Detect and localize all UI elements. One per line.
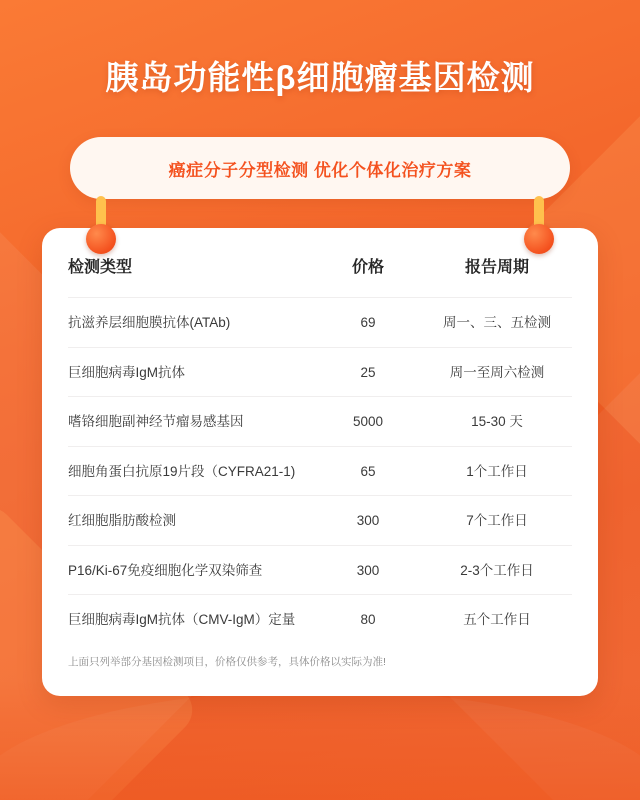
table-header-row — [68, 228, 572, 298]
cell-price: 69 — [314, 298, 422, 348]
price-table-body — [68, 298, 572, 644]
cell-type: P16/Ki-67免疫细胞化学双染筛查 — [68, 545, 314, 595]
pin-knob-left — [86, 224, 116, 254]
table-row — [68, 545, 572, 595]
column-header-price: 价格 — [351, 259, 384, 276]
cell-price: 5000 — [314, 397, 422, 447]
cell-cycle: 周一、三、五检测 — [422, 298, 572, 348]
cell-type: 抗滋养层细胞膜抗体(ATAb) — [68, 298, 314, 348]
cell-type: 细胞角蛋白抗原19片段（CYFRA21-1) — [68, 446, 314, 496]
cell-price: 65 — [314, 446, 422, 496]
cell-cycle: 1个工作日 — [422, 446, 572, 496]
cell-type: 红细胞脂肪酸检测 — [68, 496, 314, 546]
cell-cycle: 15-30 天 — [422, 397, 572, 447]
cell-price: 300 — [314, 496, 422, 546]
cell-type: 嗜铬细胞副神经节瘤易感基因 — [68, 397, 314, 447]
table-row — [68, 496, 572, 546]
cell-price: 80 — [314, 595, 422, 644]
page-title: 胰岛功能性β细胞瘤基因检测 — [105, 59, 535, 96]
cell-price: 25 — [314, 347, 422, 397]
cell-cycle: 2-3个工作日 — [422, 545, 572, 595]
column-header-type: 检测类型 — [68, 259, 133, 276]
cell-type: 巨细胞病毒IgM抗体 — [68, 347, 314, 397]
table-row — [68, 347, 572, 397]
cell-price: 300 — [314, 545, 422, 595]
column-header-cycle: 报告周期 — [464, 259, 529, 276]
cell-cycle: 7个工作日 — [422, 496, 572, 546]
table-row — [68, 397, 572, 447]
price-card — [42, 228, 598, 696]
cell-cycle: 五个工作日 — [422, 595, 572, 644]
cell-cycle: 周一至周六检测 — [422, 347, 572, 397]
background-bottom-gradient — [0, 680, 640, 800]
table-row — [68, 595, 572, 644]
pin-knob-right — [524, 224, 554, 254]
footnote-text: 上面只列举部分基因检测项目，价格仅供参考，具体价格以实际为准! — [68, 656, 386, 669]
subtitle-banner — [70, 137, 570, 199]
price-table-head — [68, 228, 572, 298]
cell-type: 巨细胞病毒IgM抗体（CMV-IgM）定量 — [68, 595, 314, 644]
table-row — [68, 298, 572, 348]
table-row — [68, 446, 572, 496]
price-table — [68, 228, 572, 644]
background-ellipse — [0, 690, 640, 800]
subtitle-text: 癌症分子分型检测 优化个体化治疗方案 — [168, 160, 472, 180]
